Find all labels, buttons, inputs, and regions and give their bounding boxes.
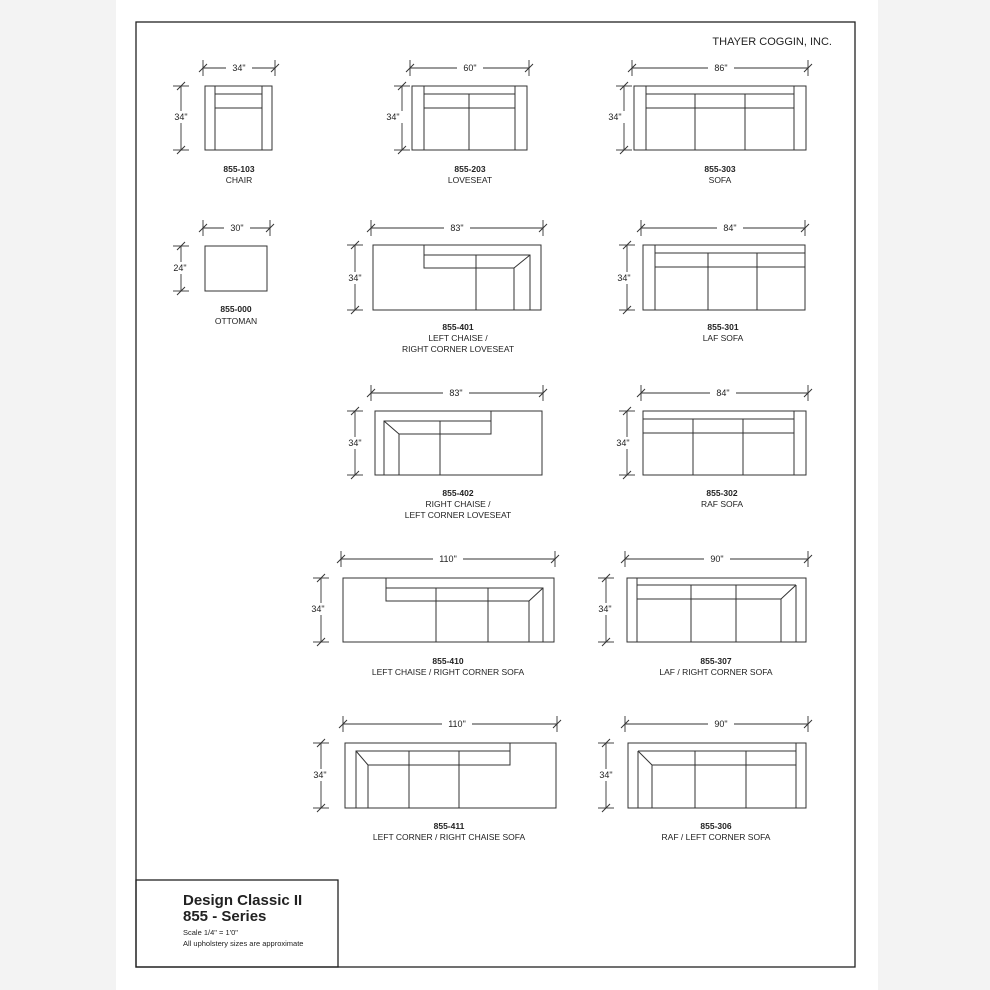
p301-depth: 34" [617,273,631,283]
drawing-canvas [116,0,878,990]
p411-width: 110" [448,719,466,729]
p411-code: 855-411 [433,821,465,831]
loveseat-code: 855-203 [454,164,486,174]
scale-note: Scale 1/4" = 1'0" [183,928,238,937]
p307-code: 855-307 [700,656,732,666]
p411-plan [309,716,561,842]
p402-depth: 34" [348,438,362,448]
sofa-code: 855-303 [704,164,736,174]
chair-width: 34" [232,63,246,73]
ottoman-code: 855-000 [220,304,252,314]
sofa-width: 86" [714,63,728,73]
p307-width: 90" [710,554,724,564]
series-subtitle: 855 - Series [183,908,267,925]
approx-note: All upholstery sizes are approximate [183,939,304,948]
ottoman-name: OTTOMAN [214,316,258,326]
p401-name-line2: RIGHT CORNER LOVESEAT [401,344,515,354]
loveseat-name: LOVESEAT [447,175,493,185]
p306-code: 855-306 [700,821,732,831]
p307-plan [594,551,812,677]
p307-name: LAF / RIGHT CORNER SOFA [659,667,773,677]
p301-plan [615,220,809,343]
p401-depth: 34" [348,273,362,283]
p402-code: 855-402 [442,488,474,498]
p307-depth: 34" [598,604,612,614]
p306-name: RAF / LEFT CORNER SOFA [661,832,771,842]
p302-width: 84" [716,388,730,398]
loveseat-depth: 34" [386,112,400,122]
p402-name-line1: RIGHT CHAISE / [425,499,491,509]
p401-code: 855-401 [442,322,474,332]
p410-code: 855-410 [432,656,464,666]
loveseat-width: 60" [463,63,477,73]
loveseat-plan [386,60,533,185]
p302-name: RAF SOFA [700,499,744,509]
title-block [136,880,338,967]
p401-width: 83" [450,223,464,233]
chair-plan [170,60,279,185]
p302-plan [615,385,812,509]
ottoman-width: 30" [230,223,244,233]
spec-sheet [116,0,878,990]
p410-width: 110" [439,554,457,564]
chair-name: CHAIR [225,175,253,185]
p306-width: 90" [714,719,728,729]
p402-width: 83" [449,388,463,398]
p410-depth: 34" [311,604,325,614]
p402-name-line2: LEFT CORNER LOVESEAT [404,510,512,520]
p410-name: LEFT CHAISE / RIGHT CORNER SOFA [371,667,525,677]
chair-code: 855-103 [223,164,255,174]
company-name: THAYER COGGIN, INC. [712,36,832,48]
ottoman-depth: 24" [173,263,187,273]
chair-depth: 34" [174,112,188,122]
sofa-depth: 34" [608,112,622,122]
p301-code: 855-301 [707,322,739,332]
series-title: Design Classic II [183,892,303,909]
p302-depth: 34" [616,438,630,448]
p401-name-line1: LEFT CHAISE / [428,333,488,343]
p306-depth: 34" [599,770,613,780]
p301-name: LAF SOFA [702,333,744,343]
p411-name: LEFT CORNER / RIGHT CHAISE SOFA [372,832,526,842]
p302-code: 855-302 [706,488,738,498]
p301-width: 84" [723,223,737,233]
sofa-plan [608,60,812,185]
p402-plan [344,385,547,520]
p411-depth: 34" [313,770,327,780]
sofa-name: SOFA [708,175,732,185]
p401-plan [344,220,547,354]
ottoman-plan [170,220,274,326]
p410-plan [309,551,559,677]
p306-plan [594,716,812,842]
